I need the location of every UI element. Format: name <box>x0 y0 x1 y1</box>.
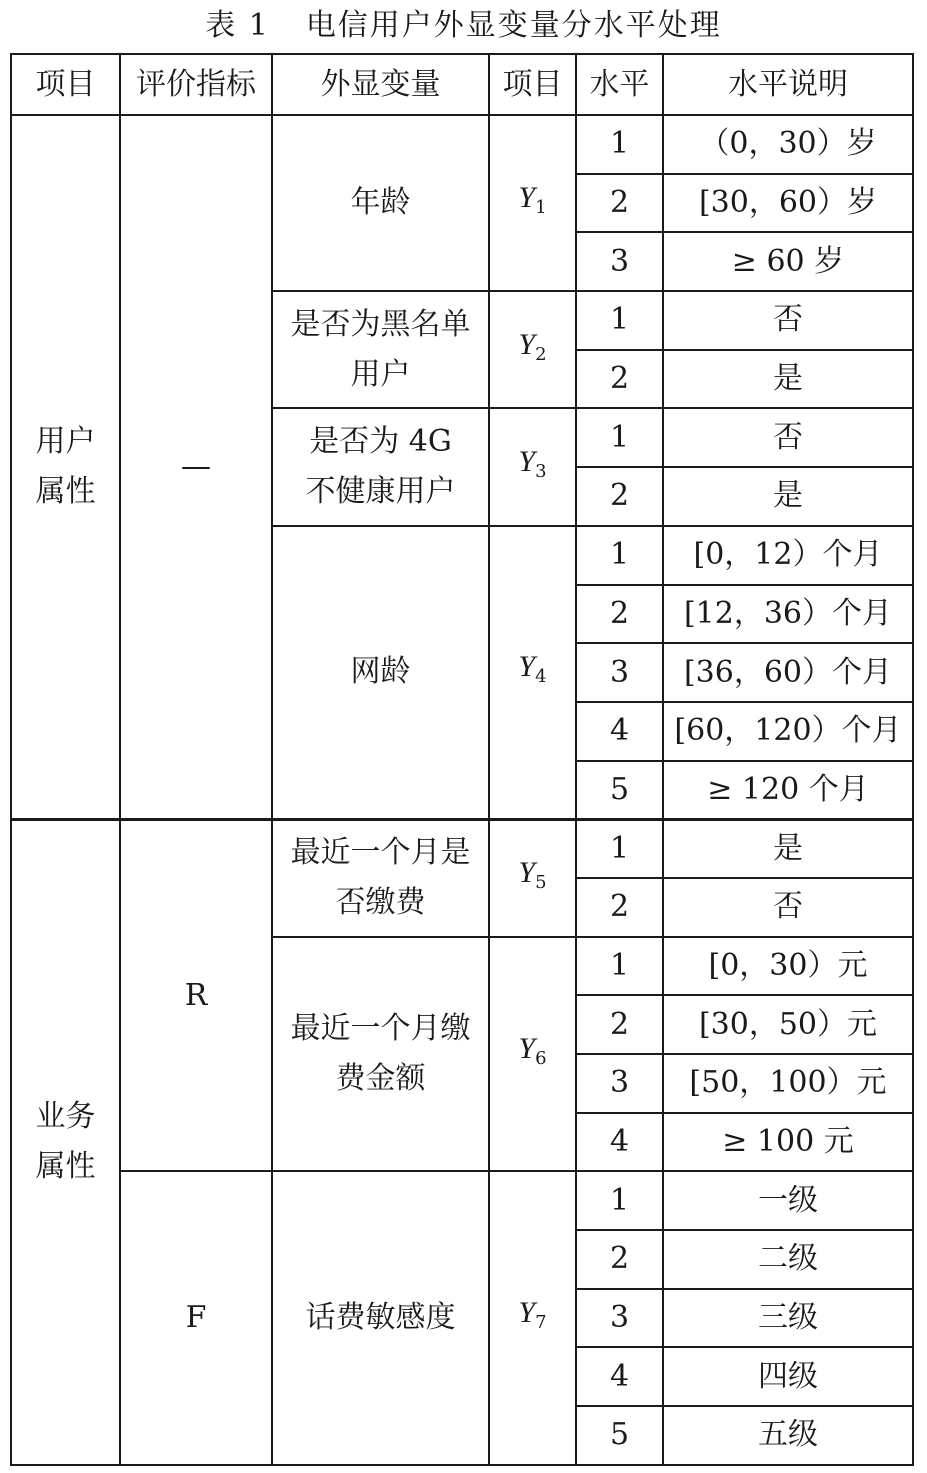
level-cell: 1 <box>576 115 663 174</box>
symbol-letter: Y <box>518 650 536 684</box>
symbol-subscript: 7 <box>535 1312 547 1334</box>
level-description: [30，60）岁 <box>663 174 913 233</box>
variable-cell <box>272 819 489 936</box>
table-caption-title: 电信用户外显变量分水平处理 <box>305 8 722 43</box>
data-table <box>10 53 914 1466</box>
variable-cell <box>272 526 489 819</box>
level-cell: 4 <box>576 702 663 761</box>
symbol-cell <box>489 937 576 1172</box>
table-caption-label: 表 1 <box>205 8 270 43</box>
indicator-cell <box>120 1171 272 1464</box>
level-description: 二级 <box>663 1230 913 1289</box>
table-row <box>11 115 913 174</box>
level-cell: 3 <box>576 643 663 702</box>
symbol-letter: Y <box>518 327 536 361</box>
level-description: [50，100）元 <box>663 1054 913 1113</box>
level-cell: 2 <box>576 1230 663 1289</box>
variable-label: 是否为 4G 不健康用户 <box>305 424 456 510</box>
symbol-subscript: 6 <box>535 1048 547 1069</box>
variable-cell <box>272 1171 489 1464</box>
level-description: ≥ 120 个月 <box>663 761 913 820</box>
level-description: [36，60）个月 <box>663 643 913 702</box>
header-row <box>11 54 913 115</box>
level-description: ≥ 60 岁 <box>663 232 913 291</box>
symbol-cell <box>489 819 576 936</box>
symbol-cell <box>489 526 576 819</box>
level-description: 是 <box>663 467 913 526</box>
level-description: [0，30）元 <box>663 937 913 996</box>
level-cell: 2 <box>576 585 663 644</box>
table-row <box>11 819 913 878</box>
symbol-cell <box>489 408 576 525</box>
variable-cell <box>272 937 489 1172</box>
level-cell: 2 <box>576 174 663 233</box>
variable-label: 是否为黑名单用户 <box>290 306 471 392</box>
project-label: 业务属性 <box>35 1099 96 1185</box>
level-cell: 4 <box>576 1113 663 1172</box>
symbol-subscript: 2 <box>535 343 547 365</box>
header-cell: 外显变量 <box>272 54 489 115</box>
level-description: 否 <box>663 291 913 350</box>
level-description: [0，12）个月 <box>663 526 913 585</box>
level-description: 是 <box>663 350 913 409</box>
indicator-cell <box>120 115 272 819</box>
level-description: 否 <box>663 408 913 467</box>
level-cell: 2 <box>576 350 663 409</box>
level-cell: 1 <box>576 937 663 996</box>
level-cell: 5 <box>576 761 663 820</box>
level-description: 一级 <box>663 1171 913 1230</box>
symbol-subscript: 3 <box>535 461 547 483</box>
project-label: 用户属性 <box>35 423 96 509</box>
indicator-label: — <box>181 448 211 484</box>
variable-label: 话费敏感度 <box>305 1300 456 1336</box>
variable-cell <box>272 291 489 408</box>
variable-cell <box>272 408 489 525</box>
level-cell: 1 <box>576 819 663 878</box>
variable-label: 年龄 <box>350 185 411 221</box>
symbol-letter: Y <box>518 1296 536 1330</box>
level-description: 五级 <box>663 1406 913 1465</box>
header-cell: 评价指标 <box>120 54 272 115</box>
level-description: 是 <box>663 819 913 878</box>
level-cell: 5 <box>576 1406 663 1465</box>
level-cell: 4 <box>576 1347 663 1406</box>
level-cell: 1 <box>576 1171 663 1230</box>
variable-label: 网龄 <box>350 654 411 690</box>
level-cell: 1 <box>576 291 663 350</box>
indicator-label: R <box>184 977 208 1013</box>
level-description: 三级 <box>663 1289 913 1348</box>
symbol-letter: Y <box>518 1032 536 1065</box>
table-row <box>11 1171 913 1230</box>
symbol-cell <box>489 115 576 291</box>
symbol-letter: Y <box>518 445 536 479</box>
level-description: [12，36）个月 <box>663 585 913 644</box>
symbol-subscript: 4 <box>535 666 547 688</box>
level-description: 否 <box>663 878 913 937</box>
level-cell: 3 <box>576 1054 663 1113</box>
header-cell: 项目 <box>11 54 120 115</box>
level-cell: 3 <box>576 1289 663 1348</box>
indicator-cell <box>120 819 272 1171</box>
variable-label: 最近一个月缴费金额 <box>290 1011 471 1096</box>
level-description: ≥ 100 元 <box>663 1113 913 1172</box>
level-description: （0，30）岁 <box>663 115 913 174</box>
table-caption <box>0 4 927 48</box>
variable-cell <box>272 115 489 291</box>
symbol-cell <box>489 291 576 408</box>
header-cell: 项目 <box>489 54 576 115</box>
level-description: [60，120）个月 <box>663 702 913 761</box>
level-cell: 1 <box>576 526 663 585</box>
level-cell: 2 <box>576 878 663 937</box>
level-cell: 1 <box>576 408 663 467</box>
level-description: 四级 <box>663 1347 913 1406</box>
project-cell <box>11 115 120 819</box>
symbol-letter: Y <box>518 856 536 890</box>
project-cell <box>11 819 120 1465</box>
level-cell: 2 <box>576 467 663 526</box>
level-description: [30，50）元 <box>663 995 913 1054</box>
header-cell: 水平 <box>576 54 663 115</box>
variable-label: 最近一个月是否缴费 <box>290 835 471 921</box>
symbol-subscript: 5 <box>535 872 547 894</box>
level-cell: 3 <box>576 232 663 291</box>
symbol-cell <box>489 1171 576 1464</box>
indicator-label: F <box>185 1300 207 1336</box>
symbol-letter: Y <box>518 181 536 215</box>
header-cell: 水平说明 <box>663 54 913 115</box>
symbol-subscript: 1 <box>535 197 547 219</box>
level-cell: 2 <box>576 995 663 1054</box>
